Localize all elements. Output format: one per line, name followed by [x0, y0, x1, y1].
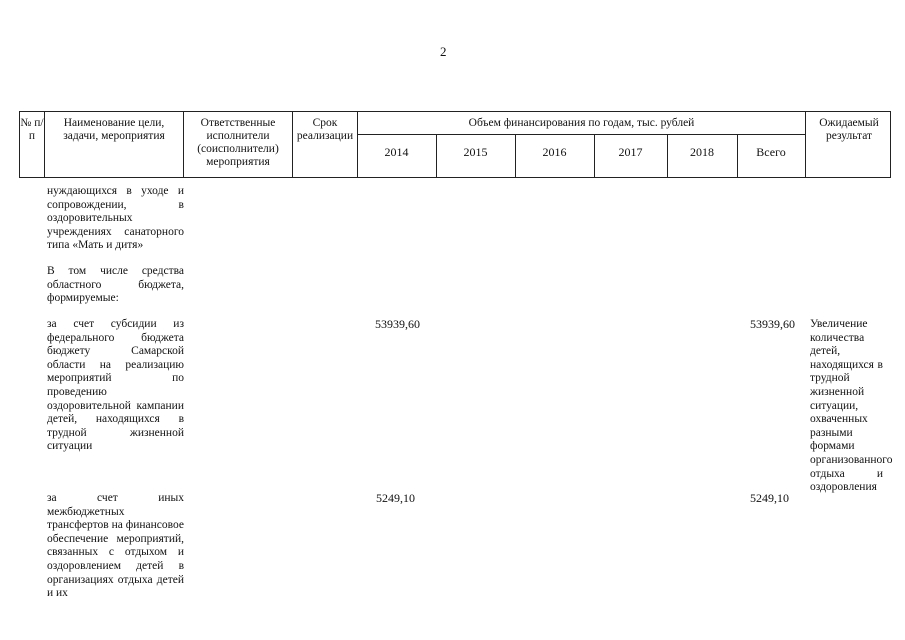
year-2016: 2016 — [542, 145, 567, 159]
row-name: нуждающихся в уходе и сопровождении, в оздоровительных учреждениях санаторного типа «Мать и дитя» — [47, 185, 184, 252]
year-2014: 2014 — [384, 145, 409, 159]
year-2017: 2017 — [618, 145, 643, 159]
year-2018: 2018 — [690, 145, 714, 159]
column-divider — [44, 112, 45, 178]
header-number: № п/п — [20, 117, 44, 142]
row-name: за счет иных межбюджетных трансфертов на финансовое обеспечение мероприятий, связанных с отдыхом и оздоровлением детей в организациях отдыха детей и их — [47, 492, 184, 600]
year-2015: 2015 — [463, 145, 488, 159]
row-name: В том числе средства областного бюджета, формируемые: — [47, 265, 184, 305]
expected-result: Увеличение количества детей, находящихся в трудной жизненной ситуации, охваченных разными формами организованного отдыха и оздоровления — [810, 318, 893, 494]
header-responsible: Ответственные исполнители (соисполнители) мероприятия — [197, 117, 279, 168]
row-divider — [357, 134, 806, 135]
row-name: за счет субсидии из федерального бюджета бюджету Самарской области на реализацию мероприятий по проведению оздоровительной кампании детей, находящихся в трудной жизненной ситуации — [47, 318, 184, 453]
header-name: Наименование цели, задачи, мероприятия — [63, 117, 165, 142]
value-2014: 5249,10 — [376, 491, 415, 505]
header-term: Срок реализации — [296, 117, 354, 142]
value-total: 53939,60 — [750, 317, 795, 331]
column-divider — [292, 112, 293, 178]
column-divider — [183, 112, 184, 178]
header-result: Ожидаемый результат — [819, 117, 879, 142]
year-total: Всего — [756, 145, 786, 159]
value-total: 5249,10 — [750, 491, 789, 505]
table-header — [19, 111, 891, 178]
value-2014: 53939,60 — [375, 317, 420, 331]
page-number: 2 — [440, 44, 447, 59]
header-funding: Объем финансирования по годам, тыс. рублей — [468, 117, 695, 129]
